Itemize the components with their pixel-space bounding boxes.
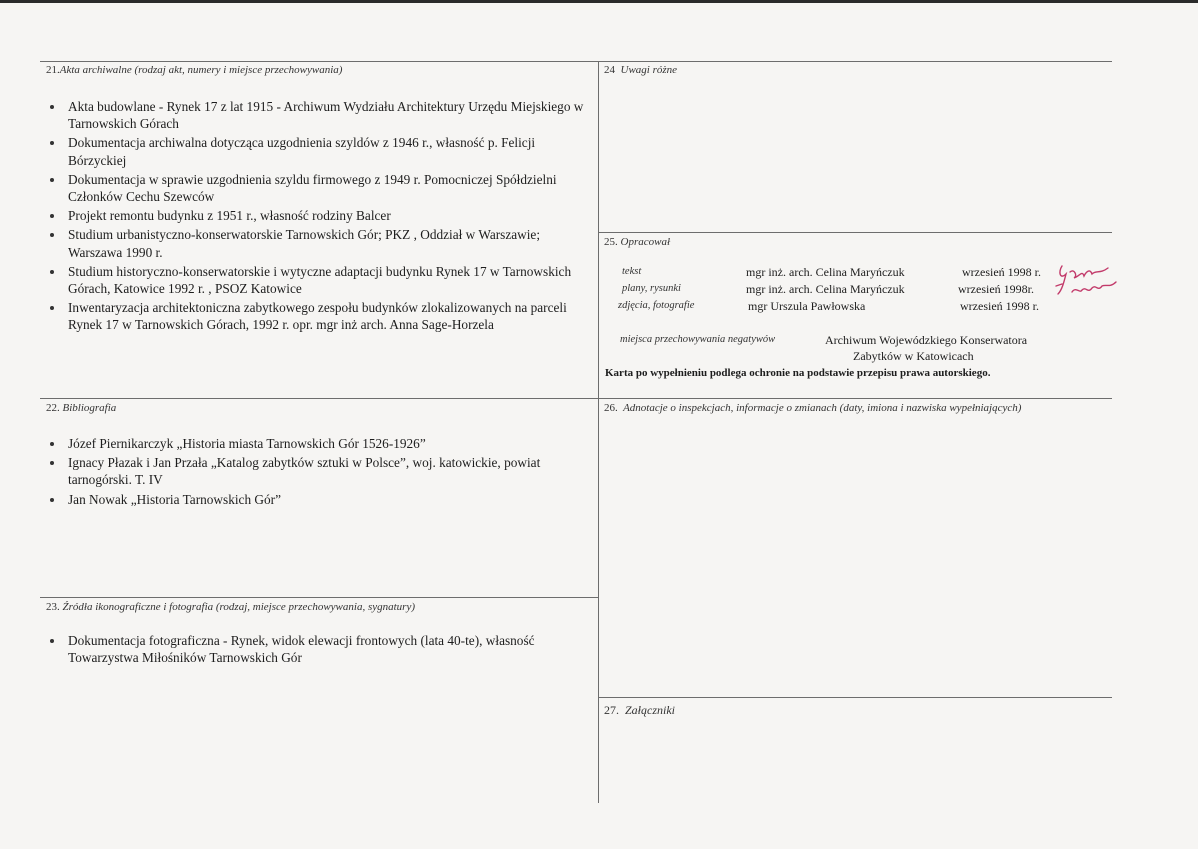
list-item: Studium historyczno-konserwatorskie i wytyczne adaptacji budynku Rynek 17 w Tarnowskich Górach, Katowice 1992 r. , PSOZ Katowice: [48, 263, 588, 297]
section-25-title: [604, 236, 670, 248]
preparer-row-1-label: tekst: [622, 266, 642, 277]
preparer-row-2-label: plany, rysunki: [622, 283, 681, 294]
section-23-title: [46, 601, 415, 613]
preparer-row-3-label: zdjęcia, fotografie: [618, 300, 695, 311]
section-22-label: Bibliografia: [62, 402, 117, 414]
copyright-note: Karta po wypełnieniu podlega ochronie na podstawie przepisu prawa autorskiego.: [605, 367, 991, 379]
section-26-title: [604, 402, 1021, 414]
section-21-number: 21.: [46, 64, 60, 76]
list-item: Ignacy Płazak i Jan Przała „Katalog zabytków sztuki w Polsce”, woj. katowickie, powiat tarnogórski. T. IV: [48, 454, 588, 488]
divider-25-top: [598, 232, 1112, 233]
section-26-number: 26.: [604, 402, 618, 414]
section-22-number: 22.: [46, 402, 60, 414]
divider-middle: [40, 398, 1112, 399]
negatives-location-line1: Archiwum Wojewódzkiego Konserwatora: [825, 333, 1028, 347]
section-26-label: Adnotacje o inspekcjach, informacje o zmianach (daty, imiona i nazwiska wypełniających): [623, 402, 1022, 414]
preparer-row-2-date: wrzesień 1998r.: [958, 282, 1034, 296]
list-item: Józef Piernikarczyk „Historia miasta Tarnowskich Gór 1526-1926”: [48, 435, 588, 452]
top-edge: [0, 0, 1198, 3]
section-24-number: 24: [604, 64, 615, 76]
divider-center: [598, 61, 599, 803]
section-27-label: Załączniki: [625, 703, 675, 717]
list-item: Projekt remontu budynku z 1951 r., własność rodziny Balcer: [48, 207, 588, 224]
preparer-row-3-author: mgr Urszula Pawłowska: [748, 299, 866, 313]
preparer-row-2-author: mgr inż. arch. Celina Maryńczuk: [746, 282, 905, 296]
preparer-row-1-author: mgr inż. arch. Celina Maryńczuk: [746, 265, 905, 279]
section-27-number: 27.: [604, 703, 619, 717]
section-24-title: [604, 64, 677, 76]
preparer-row-1-date: wrzesień 1998 r.: [962, 265, 1041, 279]
divider-23-top: [40, 597, 598, 598]
section-21-title: [46, 64, 342, 76]
list-item: Akta budowlane - Rynek 17 z lat 1915 - Archiwum Wydziału Architektury Urzędu Miejskiego w Tarnowskich Górach: [48, 98, 588, 132]
list-item: Jan Nowak „Historia Tarnowskich Gór”: [48, 491, 588, 508]
section-22-title: [46, 402, 116, 414]
preparers-block: [598, 262, 1112, 382]
divider-top: [40, 61, 1112, 62]
list-item: Inwentaryzacja architektoniczna zabytkowego zespołu budynków zlokalizowanych na parceli Rynek 17 w Tarnowskich Górach, 1992 r. opr. mgr inż arch. Anna Sage-Horzela: [48, 299, 588, 333]
preparer-row-3-date: wrzesień 1998 r.: [960, 299, 1039, 313]
section-23-label: Źródła ikonograficzne i fotografia (rodzaj, miejsce przechowywania, sygnatury): [62, 601, 415, 613]
section-23-list: [48, 632, 588, 668]
section-25-label: Opracował: [620, 236, 670, 248]
negatives-label: miejsca przechowywania negatywów: [620, 334, 776, 345]
list-item: Studium urbanistyczno-konserwatorskie Tarnowskich Gór; PKZ , Oddział w Warszawie; Warszawa 1990 r.: [48, 226, 588, 260]
negatives-location-line2: Zabytków w Katowicach: [853, 349, 974, 363]
section-21-label: Akta archiwalne (rodzaj akt, numery i miejsce przechowywania): [59, 64, 343, 76]
section-23-number: 23.: [46, 601, 60, 613]
section-22-list: [48, 435, 588, 510]
list-item: Dokumentacja fotograficzna - Rynek, widok elewacji frontowych (lata 40-te), własność Towarzystwa Miłośników Tarnowskich Gór: [48, 632, 588, 666]
section-27-title: [604, 703, 675, 718]
divider-27-top: [598, 697, 1112, 698]
list-item: Dokumentacja w sprawie uzgodnienia szyldu firmowego z 1949 r. Pomocniczej Spółdzielni Członków Cechu Szewców: [48, 171, 588, 205]
handwritten-signature: [1052, 258, 1122, 308]
section-21-list: [48, 98, 588, 336]
list-item: Dokumentacja archiwalna dotycząca uzgodnienia szyldów z 1946 r., własność p. Felicji Bórzyckiej: [48, 134, 588, 168]
section-25-number: 25.: [604, 236, 618, 248]
section-24-label: Uwagi różne: [620, 64, 678, 76]
